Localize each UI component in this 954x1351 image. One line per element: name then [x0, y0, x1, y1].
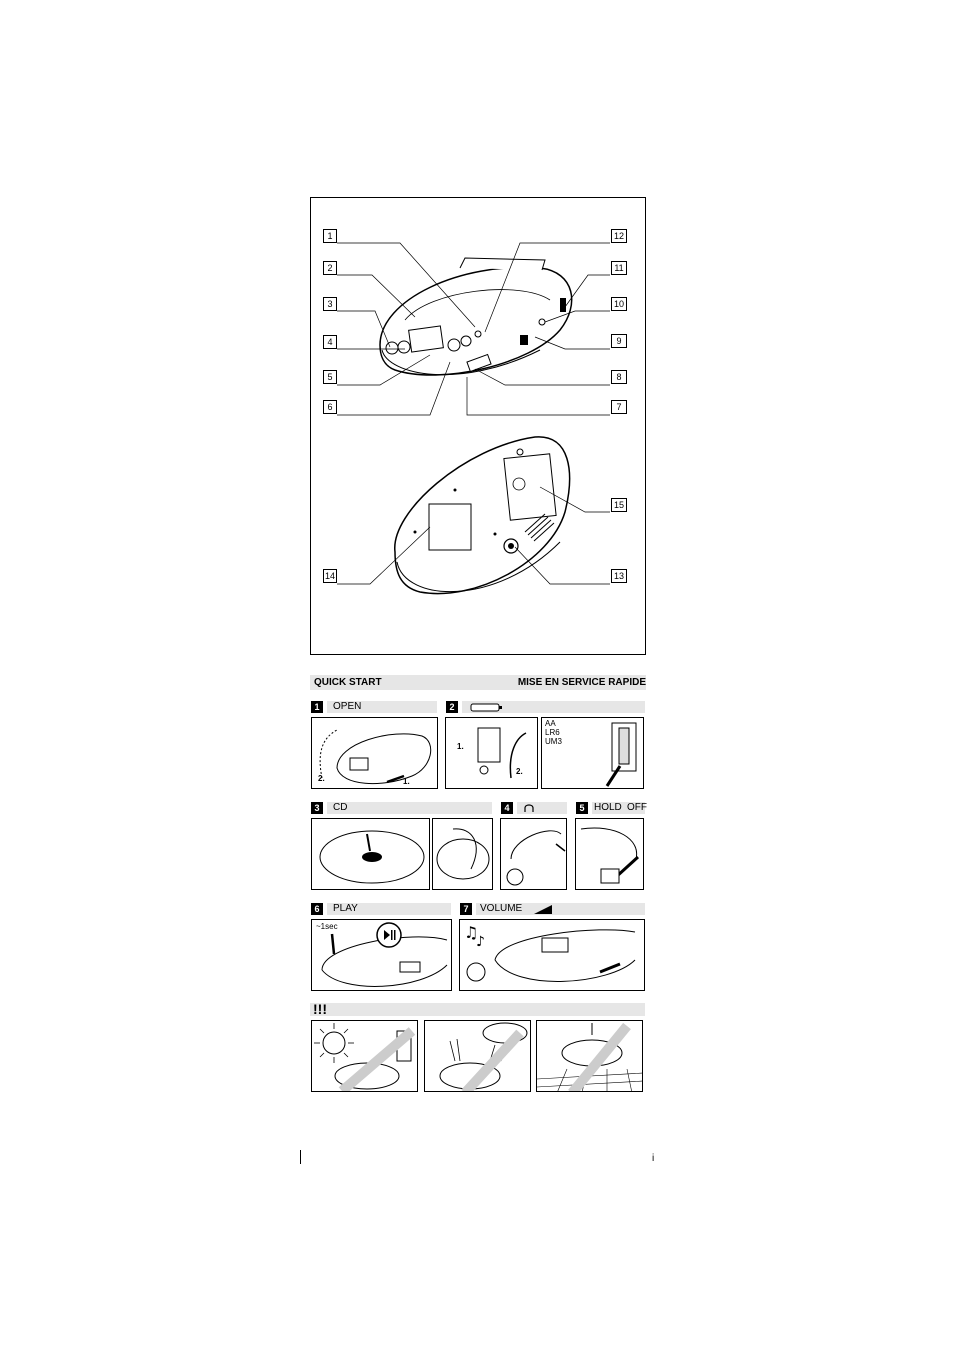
step-3-number: 3: [311, 802, 323, 814]
step-1-number: 1: [311, 701, 323, 713]
warning-heat-panel: [311, 1020, 418, 1092]
water-warning-illustration: [425, 1021, 531, 1092]
sun-heat-warning-illustration: [312, 1021, 418, 1092]
open-step-1-label: 1.: [403, 777, 410, 786]
quick-start-bar: [310, 675, 646, 690]
step-1-label: OPEN: [333, 701, 362, 712]
open-lid-illustration: [312, 718, 438, 789]
callout-13: 13: [611, 569, 627, 583]
callout-8: 8: [611, 370, 627, 384]
callout-6: 6: [323, 400, 337, 414]
callout-15: 15: [611, 498, 627, 512]
step-7-label: VOLUME: [480, 903, 523, 914]
headphones-icon: [523, 803, 535, 813]
step-5-label: HOLD: [594, 802, 622, 813]
step-4-bar: [517, 802, 567, 814]
callout-12: 12: [611, 229, 627, 243]
step-4-number: 4: [501, 802, 513, 814]
warning-drop-panel: [536, 1020, 643, 1092]
footer-mark: i: [652, 1153, 655, 1164]
battery-step-1-label: 1.: [457, 742, 464, 751]
quick-start-title-fr: MISE EN SERVICE RAPIDE: [517, 677, 646, 688]
callout-3: 3: [323, 297, 337, 311]
step-3-label: CD: [333, 802, 348, 813]
warning-bar: [310, 1003, 645, 1016]
warning-water-panel: [424, 1020, 531, 1092]
callout-14: 14: [324, 571, 335, 581]
step-3-bar: [327, 802, 492, 814]
step-3b-panel: [432, 818, 493, 890]
step-2-number: 2: [446, 701, 458, 713]
step-7-bar: [476, 903, 645, 915]
callout-10: 10: [611, 297, 627, 311]
headphone-jack-illustration: [501, 819, 567, 890]
step-6-bar: [327, 903, 451, 915]
step-7-panel: [459, 919, 645, 991]
leader-lines: [310, 197, 646, 655]
open-step-2-label: 2.: [318, 774, 325, 783]
callout-5: 5: [323, 370, 337, 384]
callout-1: 1: [323, 229, 337, 243]
step-6-label: PLAY: [333, 903, 358, 914]
step-3a-panel: [311, 818, 430, 890]
quick-start-title: QUICK START: [314, 677, 382, 688]
drop-warning-illustration: [537, 1021, 643, 1092]
battery-insert-illustration: [542, 718, 644, 789]
step-5-panel: [575, 818, 644, 890]
battery-type-um3: UM3: [545, 737, 562, 746]
close-lid-illustration: [433, 819, 493, 890]
battery-type-lr6: LR6: [545, 728, 560, 737]
play-pause-icon: [376, 922, 402, 948]
step-5-label-off: OFF: [627, 802, 647, 813]
step-5-bar: [592, 802, 645, 814]
callout-2: 2: [323, 261, 337, 275]
step-7-number: 7: [460, 903, 472, 915]
play-duration-note: ~1sec: [316, 922, 338, 931]
callout-9: 9: [611, 334, 627, 348]
insert-cd-illustration: [312, 819, 430, 890]
step-6-panel: [311, 919, 452, 991]
hold-switch-illustration: [576, 819, 644, 890]
battery-step-2-label: 2.: [516, 767, 523, 776]
warning-label: !!!: [313, 1001, 327, 1017]
step-2-bar: [462, 701, 645, 713]
step-2a-panel: [445, 717, 538, 789]
step-5-number: 5: [576, 802, 588, 814]
callout-4: 4: [323, 335, 337, 349]
callout-11: 11: [611, 261, 627, 275]
callout-7: 7: [611, 400, 627, 414]
volume-ramp-icon: [534, 905, 552, 914]
volume-wheel-illustration: [460, 920, 645, 991]
step-2b-panel: [541, 717, 644, 789]
crop-mark-left: [300, 1150, 301, 1164]
battery-icon: [470, 703, 504, 712]
svg-text:♪: ♪: [476, 934, 485, 950]
step-4-panel: [500, 818, 567, 890]
step-1-panel: [311, 717, 438, 789]
step-1-bar: [327, 701, 437, 713]
step-6-number: 6: [311, 903, 323, 915]
battery-type-aa: AA: [545, 719, 556, 728]
battery-cover-illustration: [446, 718, 538, 789]
svg-text:♫: ♫: [464, 923, 479, 942]
